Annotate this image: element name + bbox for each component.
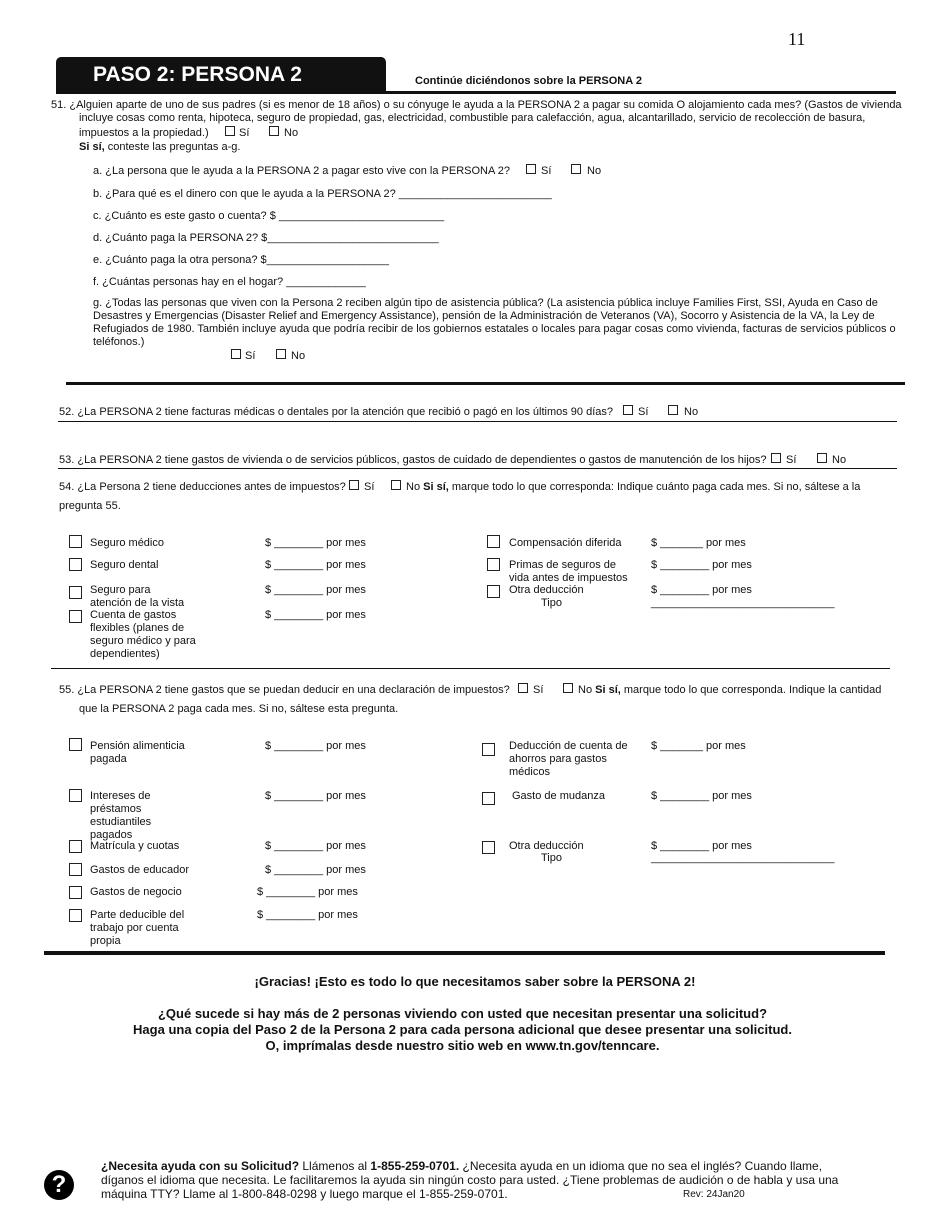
q55-divider xyxy=(44,951,885,955)
q55-no-checkbox[interactable] xyxy=(563,683,573,693)
q55-ahorros-checkbox[interactable] xyxy=(482,743,495,756)
q55-matricula-amount[interactable]: $ ________ por mes xyxy=(265,840,366,852)
q54-seguro-dental-label: Seguro dental xyxy=(90,559,159,571)
q51-text-line2: incluye cosas como renta, hipoteca, seguro de propiedad, gas, electricidad, combustible para calefacción, agua, alcantarillado, servicio de recolección de basura, xyxy=(79,112,866,124)
q54-comp-diferida-label: Compensación diferida xyxy=(509,537,622,549)
q52-no-label: No xyxy=(684,406,699,418)
q51-divider xyxy=(66,382,905,385)
q53-divider xyxy=(58,468,897,469)
q51g-line2: Desastres y Emergencias (Disaster Relief and Emergency Assistance), pensión de la Administración de Veteranos (VA), Socorro y Asistencia de la VA, la Ley de xyxy=(93,310,875,322)
footer-line2: díganos el idioma que necesita. Le facilitaremos la ayuda sin ningún costo para usted. ¿Tiene problemas de audición o de habla y usa una xyxy=(101,1173,839,1187)
footer-line1 xyxy=(101,1159,822,1173)
q52-divider xyxy=(58,421,897,422)
closing-line3: O, imprímalas desde nuestro sitio web en www.tn.gov/tenncare. xyxy=(265,1038,660,1053)
q54-otra-amount[interactable]: $ ________ por mes xyxy=(651,584,752,596)
q55-autonomo-checkbox[interactable] xyxy=(69,909,82,922)
q54-divider xyxy=(51,668,890,669)
q55-matricula-label: Matrícula y cuotas xyxy=(90,840,180,852)
q51a-yes-label: Sí xyxy=(541,165,552,177)
q55-pension-checkbox[interactable] xyxy=(69,738,82,751)
q52-no-checkbox[interactable] xyxy=(668,405,678,415)
q51a-no-label: No xyxy=(587,165,602,177)
q51-if-yes-bold: Si sí, xyxy=(79,141,105,153)
q54-primas-label: Primas de seguros de vida antes de impuestos xyxy=(509,559,628,584)
q52-yes-label: Sí xyxy=(638,406,649,418)
q55-rest: marque todo lo que corresponda. Indique la cantidad xyxy=(620,684,882,696)
q54-rest: marque todo lo que corresponda: Indique cuánto paga cada mes. Si no, sáltese a la xyxy=(448,481,861,493)
q55-yes-label: Sí xyxy=(533,684,544,696)
q53-no-checkbox[interactable] xyxy=(817,453,827,463)
q55-pension-label: Pensión alimenticia pagada xyxy=(90,740,185,765)
q55-autonomo-amount[interactable]: $ ________ por mes xyxy=(257,909,358,921)
q54-seguro-dental-amount[interactable]: $ ________ por mes xyxy=(265,559,366,571)
q54-tipo-field[interactable]: ______________________________ xyxy=(651,597,835,609)
closing-line2: Haga una copia del Paso 2 de la Persona 2 para cada persona adicional que desee presentar una solicitud. xyxy=(133,1022,792,1037)
footer-line3: máquina TTY? Llame al 1-800-848-0298 y luego marque el 1-855-259-0701. xyxy=(101,1187,508,1201)
q51g-line1: g. ¿Todas las personas que viven con la Persona 2 reciben algún tipo de asistencia pública? (La asistencia pública incluye Families First, SSI, Ayuda en Caso de xyxy=(93,297,878,309)
closing-line1: ¿Qué sucede si hay más de 2 personas viviendo con usted que necesitan presentar una solicitud? xyxy=(157,1006,768,1021)
q51-yes-checkbox[interactable] xyxy=(225,126,235,136)
q55-negocio-label: Gastos de negocio xyxy=(90,886,182,898)
q54-no-label: No xyxy=(406,481,421,493)
q55-tipo-field[interactable]: ______________________________ xyxy=(651,852,835,864)
q55-ahorros-amount[interactable]: $ _______ por mes xyxy=(651,740,746,752)
q51a-no-checkbox[interactable] xyxy=(571,164,581,174)
q55-mudanza-checkbox[interactable] xyxy=(482,792,495,805)
q55-educador-checkbox[interactable] xyxy=(69,863,82,876)
q54-seguro-vista-amount[interactable]: $ ________ por mes xyxy=(265,584,366,596)
q52-yes-checkbox[interactable] xyxy=(623,405,633,415)
q54-seguro-vista-checkbox[interactable] xyxy=(69,586,82,599)
q51g-yes-label: Sí xyxy=(245,350,256,362)
q55-otra-label: Otra deducción xyxy=(509,840,584,852)
q54-cuenta-gastos-label: Cuenta de gastos flexibles (planes de seguro médico y para dependientes) xyxy=(90,609,196,660)
q54-comp-diferida-checkbox[interactable] xyxy=(487,535,500,548)
q55-otra-checkbox[interactable] xyxy=(482,841,495,854)
q53-yes-checkbox[interactable] xyxy=(771,453,781,463)
q51-if-yes xyxy=(79,141,240,154)
q51g-no-checkbox[interactable] xyxy=(276,349,286,359)
q51g-yes-checkbox[interactable] xyxy=(231,349,241,359)
q55-negocio-amount[interactable]: $ ________ por mes xyxy=(257,886,358,898)
q51e-field[interactable]: e. ¿Cuánto paga la otra persona? $____________________ xyxy=(93,254,390,266)
q51b-field[interactable]: b. ¿Para qué es el dinero con que le ayuda a la PERSONA 2? _________________________ xyxy=(93,188,552,200)
q51g-line3: Refugiados de 1980. También incluye ayuda que podría recibir de los gobiernos estatales o locales para pagar cosas como vivienda, facturas de servicios públicos o xyxy=(93,323,896,335)
q55-intereses-checkbox[interactable] xyxy=(69,789,82,802)
q55-no-label: No xyxy=(578,684,593,696)
q55-autonomo-label: Parte deducible del trabajo por cuenta propia xyxy=(90,909,185,947)
header-rule xyxy=(56,91,896,94)
closing-thanks: ¡Gracias! ¡Esto es todo lo que necesitamos saber sobre la PERSONA 2! xyxy=(254,974,696,989)
q51-no-checkbox[interactable] xyxy=(269,126,279,136)
q51-no-label: No xyxy=(284,127,299,139)
q54-text: 54. ¿La Persona 2 tiene deducciones antes de impuestos? xyxy=(59,481,346,493)
q55-no-instruction xyxy=(578,684,881,697)
q54-tipo-label: Tipo xyxy=(541,597,562,609)
q54-primas-checkbox[interactable] xyxy=(487,558,500,571)
q54-comp-diferida-amount[interactable]: $ _______ por mes xyxy=(651,537,746,549)
q55-yes-checkbox[interactable] xyxy=(518,683,528,693)
q51-text-line1: 51. ¿Alguien aparte de uno de sus padres (si es menor de 18 años) o su cónyuge le ayuda a la PERSONA 2 a pagar su comida O alojamiento cada mes? (Gastos de vivienda xyxy=(51,99,902,111)
q55-text: 55. ¿La PERSONA 2 tiene gastos que se puedan deducir en una declaración de impuestos? xyxy=(59,684,510,696)
q55-intereses-amount[interactable]: $ ________ por mes xyxy=(265,790,366,802)
q54-no-checkbox[interactable] xyxy=(391,480,401,490)
q53-text: 53. ¿La PERSONA 2 tiene gastos de vivienda o de servicios públicos, gastos de cuidado de dependientes o gastos de manutención de los hijos? xyxy=(59,454,767,466)
footer-phone: 1-855-259-0701. xyxy=(370,1159,460,1173)
q54-otra-label: Otra deducción xyxy=(509,584,584,596)
help-icon: ? xyxy=(44,1170,74,1200)
q51g-line4: teléfonos.) xyxy=(93,336,145,348)
q52-text: 52. ¿La PERSONA 2 tiene facturas médicas o dentales por la atención que recibió o pagó en los últimos 90 días? xyxy=(59,406,613,418)
q51a-yes-checkbox[interactable] xyxy=(526,164,536,174)
page-number: 11 xyxy=(788,29,806,49)
footer-language: ¿Necesita ayuda en un idioma que no sea el inglés? Cuando llame, xyxy=(459,1159,823,1173)
q54-primas-amount[interactable]: $ ________ por mes xyxy=(651,559,752,571)
q54-seguro-medico-amount[interactable]: $ ________ por mes xyxy=(265,537,366,549)
q55-bold: Si sí, xyxy=(595,684,621,696)
q55-tipo-label: Tipo xyxy=(541,852,562,864)
q54-no-instruction xyxy=(406,481,860,494)
q51a-text: a. ¿La persona que le ayuda a la PERSONA 2 a pagar esto vive con la PERSONA 2? xyxy=(93,165,511,177)
q54-line2: pregunta 55. xyxy=(59,500,121,512)
q54-cuenta-gastos-checkbox[interactable] xyxy=(69,610,82,623)
q55-matricula-checkbox[interactable] xyxy=(69,840,82,853)
q53-yes-label: Sí xyxy=(786,454,797,466)
q54-seguro-medico-checkbox[interactable] xyxy=(69,535,82,548)
q54-yes-checkbox[interactable] xyxy=(349,480,359,490)
section-subtitle: Continúe diciéndonos sobre la PERSONA 2 xyxy=(415,75,642,87)
q51c-field[interactable]: c. ¿Cuánto es este gasto o cuenta? $ ___________________________ xyxy=(93,210,445,222)
section-banner xyxy=(56,57,386,92)
q54-otra-checkbox[interactable] xyxy=(487,585,500,598)
q54-yes-label: Sí xyxy=(364,481,375,493)
revision-date: Rev: 24Jan20 xyxy=(683,1189,745,1200)
q54-seguro-medico-label: Seguro médico xyxy=(90,537,164,549)
q53-no-label: No xyxy=(832,454,847,466)
section-title: PASO 2: PERSONA 2 xyxy=(93,63,302,86)
q55-educador-label: Gastos de educador xyxy=(90,864,190,876)
q54-seguro-dental-checkbox[interactable] xyxy=(69,558,82,571)
q55-mudanza-label: Gasto de mudanza xyxy=(512,790,605,802)
q55-negocio-checkbox[interactable] xyxy=(69,886,82,899)
q55-educador-amount[interactable]: $ ________ por mes xyxy=(265,864,366,876)
q51-yes-label: Sí xyxy=(239,127,250,139)
q54-bold: Si sí, xyxy=(423,481,449,493)
q55-line2: que la PERSONA 2 paga cada mes. Si no, sáltese esta pregunta. xyxy=(79,703,399,715)
q51-text-line3: impuestos a la propiedad.) xyxy=(79,127,209,139)
q55-otra-amount[interactable]: $ ________ por mes xyxy=(651,840,752,852)
q51-if-yes-rest: conteste las preguntas a-g. xyxy=(104,141,241,153)
q55-mudanza-amount[interactable]: $ ________ por mes xyxy=(651,790,752,802)
footer-help-title: ¿Necesita ayuda con su Solicitud? xyxy=(101,1159,300,1173)
q54-seguro-vista-label: Seguro para atención de la vista xyxy=(90,584,185,609)
q51g-no-label: No xyxy=(291,350,306,362)
q51f-field[interactable]: f. ¿Cuántas personas hay en el hogar? _____________ xyxy=(93,276,366,288)
q54-cuenta-gastos-amount[interactable]: $ ________ por mes xyxy=(265,609,366,621)
q51d-field[interactable]: d. ¿Cuánto paga la PERSONA 2? $____________________________ xyxy=(93,232,439,244)
footer-call: Llámenos al xyxy=(299,1159,371,1173)
q55-ahorros-label: Deducción de cuenta de ahorros para gastos médicos xyxy=(509,740,628,778)
q55-intereses-label: Intereses de préstamos estudiantiles pagados xyxy=(90,790,152,841)
q55-pension-amount[interactable]: $ ________ por mes xyxy=(265,740,366,752)
